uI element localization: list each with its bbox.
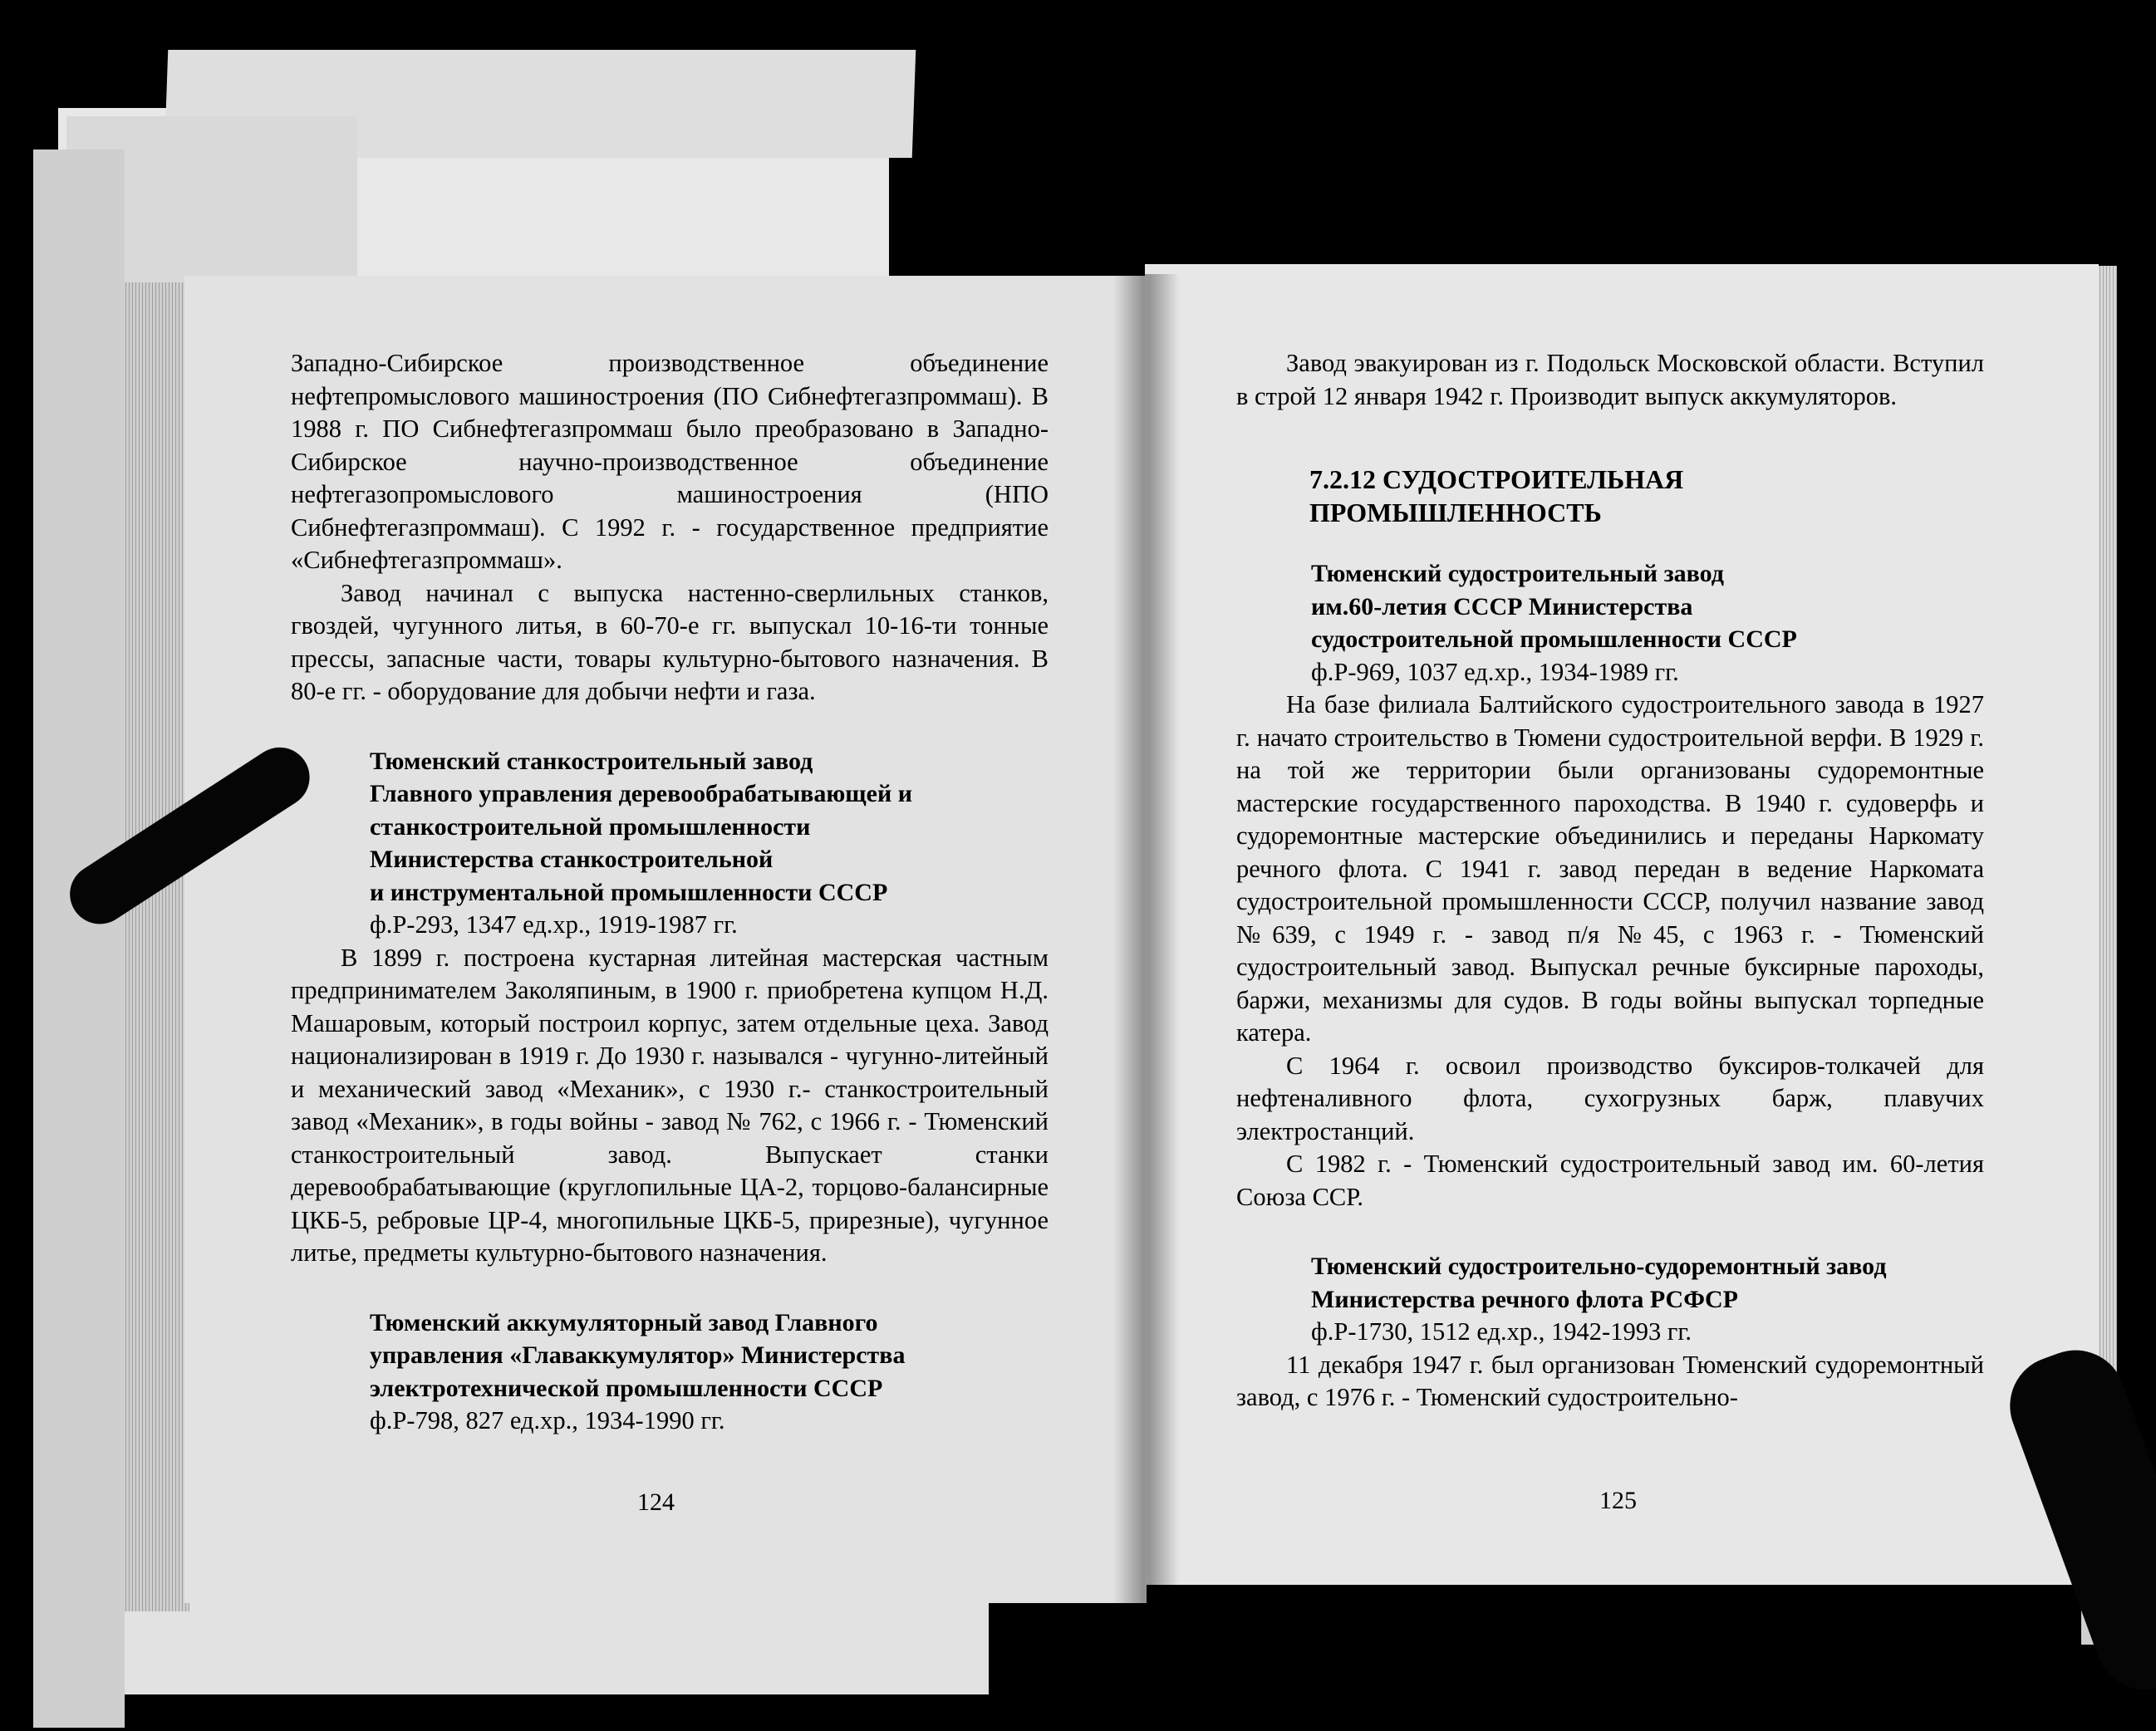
entry-heading-line: и инструментальной промышленности СССР bbox=[370, 878, 888, 906]
book-gutter bbox=[1113, 274, 1180, 1603]
entry-heading-line: судостроительной промышленности СССР bbox=[1311, 625, 1797, 653]
entry-heading bbox=[1236, 1250, 1984, 1316]
fond-reference: ф.Р-969, 1037 ед.хр., 1934-1989 гг. bbox=[1311, 657, 1679, 686]
entry-heading-line: электротехнической промышленности СССР bbox=[370, 1374, 883, 1402]
entry-heading-line: Тюменский аккумуляторный завод Главного bbox=[370, 1308, 878, 1336]
page-number-right: 125 bbox=[1599, 1487, 1637, 1514]
foam-pad-bottom bbox=[125, 1595, 989, 1694]
fond-reference: ф.Р-293, 1347 ед.хр., 1919-1987 гг. bbox=[370, 910, 738, 939]
entry-heading bbox=[1236, 557, 1984, 656]
entry-body: С 1964 г. освоил производство буксиров-толкачей для нефтеналивного флота, сухогрузных барж, плавучих электростанций. bbox=[1236, 1051, 1984, 1145]
intro-paragraph-1: Западно-Сибирское производственное объединение нефтепромыслового машиностроения (ПО Сибнефтегазпроммаш). В 1988 г. ПО Сибнефтегазпроммаш было преобразовано в Западно-Сибирское научно-производственное объединение нефтегазопромыслового машиностроения (НПО Сибнефтегазпроммаш). С 1992 г. - государственное предприятие «Сибнефтегазпроммаш». bbox=[291, 349, 1049, 574]
left-page-text bbox=[291, 347, 1049, 1438]
continuation-paragraph: Завод эвакуирован из г. Подольск Московской области. Вступил в строй 12 января 1942 г. Производит выпуск аккумуляторов. bbox=[1236, 349, 1984, 410]
fond-reference: ф.Р-1730, 1512 ед.хр., 1942-1993 гг. bbox=[1311, 1317, 1692, 1346]
section-heading-line: 7.2.12 СУДОСТРОИТЕЛЬНАЯ bbox=[1309, 464, 1684, 494]
entry-heading-line: Тюменский судостроительно-судоремонтный завод bbox=[1311, 1253, 1887, 1280]
entry-body: С 1982 г. - Тюменский судостроительный завод им. 60-летия Союза ССР. bbox=[1236, 1150, 1984, 1211]
fond-reference: ф.Р-798, 827 ед.хр., 1934-1990 гг. bbox=[370, 1406, 725, 1434]
entry-heading-line: Министерства станкостроительной bbox=[370, 846, 774, 873]
entry-heading-line: управления «Главаккумулятор» Министерства bbox=[370, 1341, 906, 1369]
page-number-left: 124 bbox=[637, 1488, 675, 1516]
entry-heading-line: станкостроительной промышленности bbox=[370, 812, 811, 841]
section-heading-line: ПРОМЫШЛЕННОСТЬ bbox=[1309, 498, 1602, 527]
intro-paragraph-2: Завод начинал с выпуска настенно-сверлильных станков, гвоздей, чугунного литья, в 60-70-е гг. выпускал 10-16-ти тонные прессы, запасные части, товары культурно-бытового назначения. В 80-е гг. - оборудование для добычи нефти и газа. bbox=[291, 578, 1049, 705]
entry-heading bbox=[291, 1307, 1049, 1405]
foam-pad-left bbox=[33, 150, 125, 1728]
entry-body: В 1899 г. построена кустарная литейная мастерская частным предпринимателем Заколяпиным, в 1900 г. приобретена купцом Н.Д. Машаровым, который построил корпус, затем отдельные цеха. Завод национализирован в 1919 г. До 1930 г. назывался - чугунно-литейный и механический завод «Механик», с 1930 г.- станкостроительный завод «Механик», в годы войны - завод № 762, с 1966 г. - Тюменский станкостроительный завод. Выпускает станки деревообрабатывающие (круглопильные ЦА-2, торцово-балансирные ЦКБ-5, ребровые ЦР-4, многопильные ЦКБ-5, прирезные), чугунное литье, предметы культурно-бытового назначения. bbox=[291, 943, 1049, 1267]
entry-heading bbox=[291, 745, 1049, 910]
entry-heading-line: Главного управления деревообрабатывающей и bbox=[370, 780, 913, 807]
section-heading bbox=[1236, 463, 1984, 529]
entry-heading-line: им.60-летия СССР Министерства bbox=[1311, 592, 1693, 620]
right-page-text bbox=[1236, 347, 1984, 1415]
book-edge-left bbox=[123, 282, 189, 1611]
entry-heading-line: Министерства речного флота РСФСР bbox=[1311, 1285, 1738, 1313]
entry-heading-line: Тюменский судостроительный завод bbox=[1311, 560, 1724, 587]
entry-heading-line: Тюменский станкостроительный завод bbox=[370, 747, 813, 775]
entry-body: На базе филиала Балтийского судостроительного завода в 1927 г. начато строительство в Тюмени судостроительной верфи. В 1929 г. на той же территории были организованы судоремонтные мастерские государственного пароходства. В 1940 г. судоверфь и судоремонтные мастерские объединились и переданы Наркомату речного флота. С 1941 г. завод передан в ведение Наркомата судостроительной промышленности СССР, получил название завод №639, с 1949 г. - завод п/я №45, с 1963 г. - Тюменский судостроительный завод. Выпускал речные буксирные пароходы, баржи, механизмы для судов. В годы войны выпускал торпедные катера. bbox=[1236, 690, 1984, 1047]
entry-body: 11 декабря 1947 г. был организован Тюменский судоремонтный завод, с 1976 г. - Тюменский судостроительно- bbox=[1236, 1350, 1984, 1411]
